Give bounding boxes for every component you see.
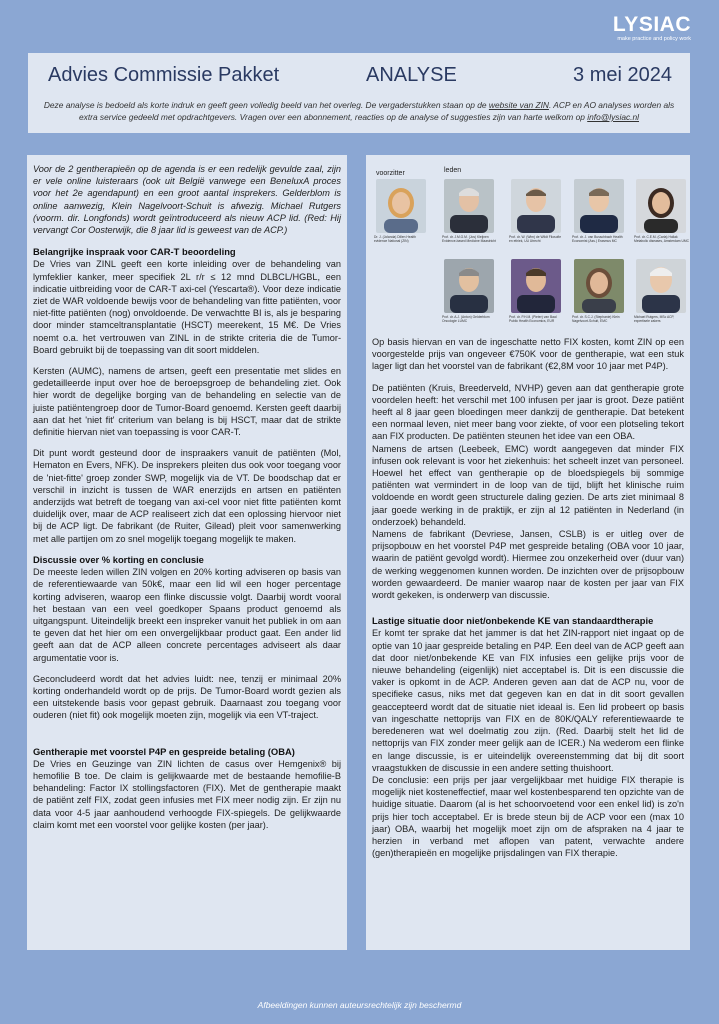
- paragraph: De conclusie: een prijs per jaar vergelijkbaar met huidige FIX therapie is mogelijk niet kosteneffectief, maar wel kostenbesparend ten opzichte van de huidige situatie. Daarom (al is het schoorvoetend voor een enkel lid) is zo'n prijs hier toch acceptabel. Er is brede steun bij de ACP voor een (max 10 jaar) OBA, waarbij het mogelijk moet zijn om de afspraken na 4 jaar te herzien in verband met aflopen van patent, verwachte andere (gen)therapieën en mogelijke prijsdalingen van FIX therapie.: [372, 774, 684, 859]
- heading-car-t: Belangrijke inspraak voor CAR-T beoordeling: [33, 246, 236, 258]
- portrait-caption: Prof. dr. A.J. (Anton) Gelderblom Oncologie LUMC: [442, 315, 490, 323]
- portrait-photo: [574, 259, 624, 313]
- report-date: 3 mei 2024: [573, 64, 672, 86]
- page-title: Advies Commissie Pakket: [48, 64, 280, 86]
- paragraph: Op basis hiervan en van de ingeschatte netto FIX kosten, komt ZIN op een voorgestelde prijs van ongeveer €750K voor de gentherapie, wat een stuk lager ligt dan het voorstel van de fabrikant (€2,8M voor 10 jaar met P4P).: [372, 337, 684, 372]
- paragraph: De Vries van ZINL geeft een korte inleiding over de behandeling van lymfeklier kanker, meer specifiek 2L r/r ≤ 12 mnd DLBCL/HGBL, een indicatie uitbreiding voor de CAR-T axi-cel (Yescarta®). Voor deze indicatie ziet de WAR voldoende bewijs voor de behandeling van fitte patiënten, voor niet-fitte patiënten (nog) onvoldoende. De verwachtte BI is, als je besparing door minder stamceltransplantatie (HSCT) meerekent, 15 M€. De Vries noemt o.a. het vertrouwen van ZINL in de strikte criteria die de Tumor-Board gebruikt bij de toepassing van dit soort middelen.: [33, 259, 341, 355]
- paragraph: De patiënten (Kruis, Breederveld, NVHP) geven aan dat gentherapie grote voordelen heeft: het verschil met 100 infusen per jaar is groot. Deze patiënt heeft al 8 jaar geen bloedingen meer dankzij de gentherapie. Dat betekent een normaal leven, niet meer bang voor ziekte, of voor een plotseling tekort aan FIX producten. De patiënten steunen het idee van een OBA.: [372, 382, 684, 442]
- heading-discussie: Discussie over % korting en conclusie: [33, 553, 204, 565]
- paragraph: Dit punt wordt gesteund door de inspraakers vanuit de patiënten (Mol, Hematon en Evers, NFK). De insprekers pleiten dus ook voor toegang voor de 'niet-fitte' groep zonder SWP, mogelijk via de VT. De boodschap dat er verschil in inzicht is tussen de WAR enerzijds en artsen en patiënten anderzijds wat betreft de toegang van axi-cel voor niet fitte patiënten komt duidelijk over, maar de ACP realiseert zich dat een oplossing hiervoor niet bij de ACP ligt. De fabrikant (de Ruiter, Gilead) pleit voor samenwerking met alle partijen om zo snel mogelijk toegang mogelijk te maken.: [33, 448, 341, 544]
- portrait-photo: [636, 259, 686, 313]
- paragraph: Geconcludeerd wordt dat het advies luidt: nee, tenzij er minimaal 20% korting onderhandeld wordt op de prijs. De Tumor-Board wordt gezien als een uitstekende basis voor gepast gebruik. Daarnaast zou toegang voor ouderen (niet fit) ook mogelijk moeten zijn, mogelijk via een VT-traject.: [33, 673, 341, 721]
- analyse-label: ANALYSE: [366, 64, 457, 86]
- intro-text: [38, 99, 680, 123]
- right-column: [366, 155, 690, 950]
- portrait-caption: Dr. J. (Jolanda) Dillen Health evidence National (ZIN): [374, 235, 416, 243]
- portrait-photo: [444, 259, 494, 313]
- portrait-caption: Prof. dr. P.H.M. (Pieter) van Baal Public Health Economics, EUR: [509, 315, 557, 323]
- portrait-photo: [444, 179, 494, 233]
- heading-lastige-situatie: Lastige situatie door niet/onbekende KE van standaardtherapie: [372, 615, 654, 627]
- logo-name: LYSIAC: [612, 13, 691, 36]
- portrait-photo: [636, 179, 686, 233]
- paragraph: Er komt ter sprake dat het jammer is dat het ZIN-rapport niet ingaat op de optie van 10 jaar gespreide betaling en P4P. Een deel van de ACP geeft aan dat door niet/onbekende KE van FIX infusies een gelijke prijs voor de nieuwe behandeling (eigenlijk) niet acceptabel is. Dit is een discussie die vaker is opkomt in de ACP. Anderen geven aan dat de ACP nu, voor de specifieke casus, niks met dat gegeven kan en dat in dit soort gevallen geaccepteerd wordt dat de situatie niet ideaal is. Een lid probeert op basis van ingeschatte nettoprijs van FIX en de 80K/QALY referentiewaarde te beredeneren wat wel doelmatig zou zijn. (Red. Daarbij stelt het lid de nettoprijs van FIX zonder meer gelijk aan de ICER.) Na wederom een flinke en lange discussie, is er uiteindelijk overeenstemming dat bij dit soort vraagstukken de discussie in een andere setting thuishoort.: [372, 628, 684, 773]
- portrait-caption: Michael Rutgers, MSc ACP, expertisele zakers: [634, 315, 675, 323]
- logo-tagline: make practice and policy work: [617, 36, 691, 42]
- paragraph: De meeste leden willen ZIN volgen en 20% korting adviseren op basis van de referentiewaarde van 50k€, maar een lid wil een hoger percentage korting adviseren, waarop een flinke discussie volgt. Daarbij wordt vooral het bestaan van een veel goedkoper Spaans product genoemd als uitgangspunt. Uiteindelijk breekt een inspreker vanuit het publiek in om aan te geven dat het hier om een onvergelijkbaar product gaat. Een ander lid geeft aan dat de ACP alleen concrete percentages adviseert als daar argumentatie voor is.: [33, 567, 341, 663]
- portrait-photo: [511, 259, 561, 313]
- portrait-caption: Prof. dr. C.E.M. (Carla) Hollak Metabolic diseases, Amsterdam UMC: [634, 235, 689, 243]
- header-box: [28, 53, 690, 133]
- left-column: [27, 155, 347, 950]
- email-link[interactable]: info@lysiac.nl: [587, 112, 640, 122]
- intro-part-2: . ACP en AO analyses worden als extra service gedeeld met opdrachtgevers. Vragen over een abonnement, reacties op de analyse of suggesties zijn van harte welkom op: [78, 100, 675, 122]
- paragraph: Namens de artsen (Leebeek, EMC) wordt aangegeven dat minder FIX infusen ook relevant is voor het ziekenhuis: het scheelt inzet van personeel. Hoewel het effect van gentherapie op de bloedspiegels bij sommige patiënten wat vermindert in de loop van de tijd, blijft het klinische ruim voldoende en wordt geen structurele daling gezien. De arts ziet minimaal 8 jaar goede werking in de praktijk, er zijn al 12 patiënten in Nederland (in onderzoek) behandeld.: [372, 443, 684, 527]
- lysiac-logo: [613, 14, 691, 42]
- portrait-photo: [376, 179, 426, 233]
- portrait-caption: Prof. dr. W. (Wim) de Wildt Filosofie en ethiek, UU Utrecht: [509, 235, 562, 243]
- portrait-photo: [511, 179, 561, 233]
- footer-note: Afbeeldingen kunnen auteursrechtelijk zijn beschermd: [257, 1000, 462, 1010]
- portrait-photo: [574, 179, 624, 233]
- paragraph: Kersten (AUMC), namens de artsen, geeft een presentatie met slides en gedetailleerde input over hoe de beroepsgroep de behandeling ziet. Ook hier wordt de degelijke borging van de behandeling en selectie van de juiste patiëntengroep door de Tumor-Board genoemd. Kersten geeft daarbij aan dat het 'niet fit' criterium van belang is bij HSCT, maar dat de strikte definitie hiervan niet van toepassing is voor CAR-T.: [33, 366, 341, 438]
- portrait-caption: Prof. dr. J.M.G.M. (Jos) Kleijnen Evidence-based Medicine Maastricht: [442, 235, 496, 243]
- zin-website-link[interactable]: website van ZIN: [488, 100, 549, 110]
- intro-part-1: Deze analyse is bedoeld als korte indruk en geeft geen volledig beeld van het overleg. De vergaderstukken staan op de: [43, 100, 489, 110]
- paragraph: De Vries en Geuzinge van ZIN lichten de casus over Hemgenix® bij hemofilie B toe. De claim is gelijkwaarde met de bestaande hemofilie-B behandeling: Factor IX stollingsfactoren (FIX). Met de gentherapie maakt de patiënt zelf FIX, zodat geen infusies met FIX meer nodig zijn. Er zijn nu data voor 4-5 jaar aanhoudend verhoogde FIX-spiegels. De gelijkwaarde claim komt met een voorstel voor gelijke kosten (per jaar).: [33, 758, 341, 830]
- intro-paragraph: Voor de 2 gentherapieën op de agenda is er een redelijk gevulde zaal, zijn er vele online luisteraars (ook uit België vanwege een BeneluxA proces voor het 2e agendapunt) en een groot aantal insprekers. Gelderblom is online aanwezig, Klein Nagelvoort-Schuit is afwezig. Michael Rutgers (voorm. dir. Longfonds) wordt geïntroduceerd als nieuw ACP lid. (Red: Hij vervangt Cor Oosterwijk, die 8 jaar lid is geweest van de ACP.): [33, 164, 341, 236]
- members-label: leden: [444, 167, 462, 174]
- heading-gentherapie: Gentherapie met voorstel P4P en gespreide betaling (OBA): [33, 745, 295, 757]
- acp-members-panel: [372, 155, 689, 330]
- chair-label: voorzitter: [376, 170, 405, 177]
- portrait-caption: Prof. dr. J. van Busschbach Health Economist (Ass.) Erasmus MC: [572, 235, 623, 243]
- paragraph: Namens de fabrikant (Devriese, Jansen, CSLB) is er uitleg over de prijsopbouw en het voorstel P4P met gespreide betaling (OBA voor 10 jaar, waarin de patiënt gevolgd wordt). Hiermee zou onzekerheid over (duur van) de werking weggenomen kunnen worden. De inzichten over de prijsopbouw worden gewaardeerd. De manier waarop naar de kosten per jaar van FIX wordt gekeken, is onderwerp van discussie.: [372, 529, 684, 601]
- portrait-caption: Prof. dr. S.C.J. (Stephanie) Klein Nagelvoort-Schuit, EMC: [572, 315, 620, 323]
